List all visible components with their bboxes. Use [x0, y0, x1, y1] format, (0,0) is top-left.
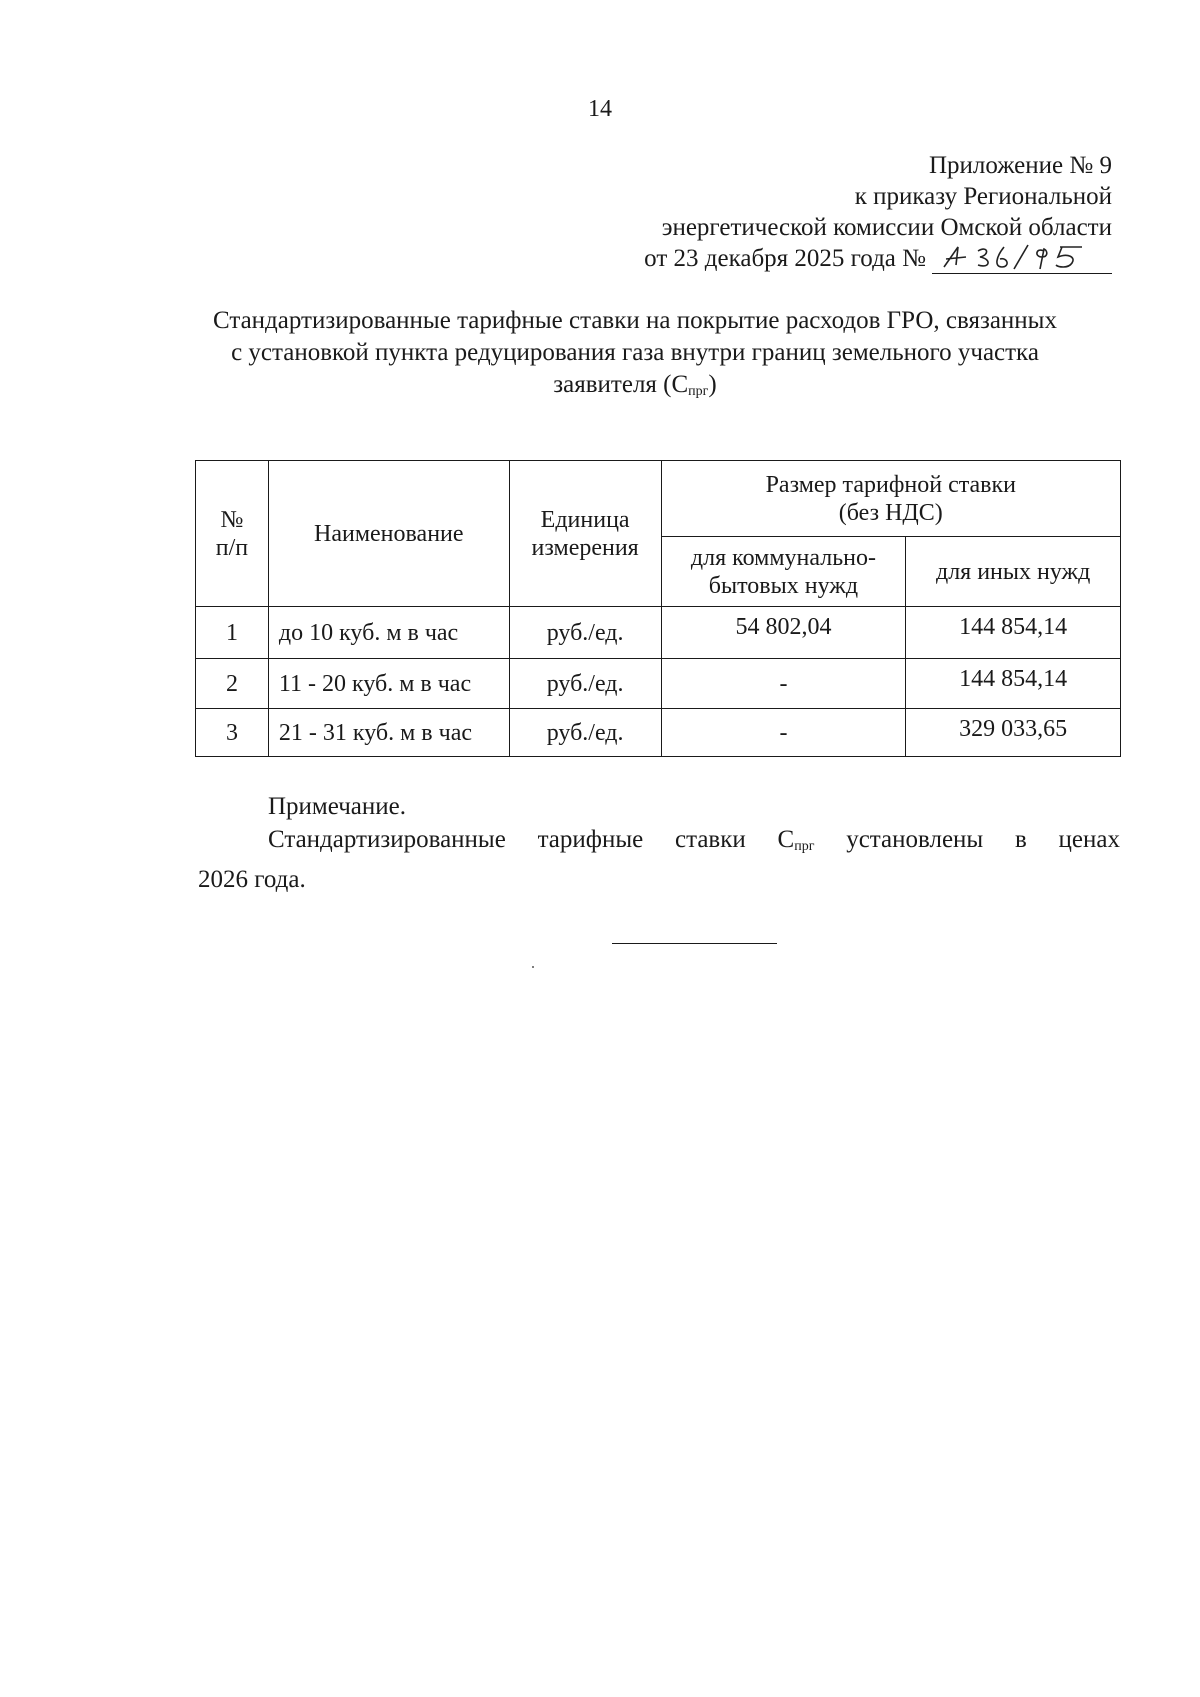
- table-row: [196, 607, 1121, 659]
- row-name: 21 - 31 куб. м в час: [268, 709, 509, 757]
- row-unit: руб./ед.: [509, 659, 661, 709]
- document-title: [150, 305, 1120, 408]
- note-block: [198, 790, 1120, 896]
- title-line-2: с установкой пункта редуцирования газа внутри границ земельного участка: [231, 339, 1039, 366]
- row-other-rate: 144 854,14: [906, 659, 1121, 709]
- row-name: 11 - 20 куб. м в час: [268, 659, 509, 709]
- order-date-text: от 23 декабря 2025 года №: [644, 245, 926, 272]
- row-other-rate: 144 854,14: [906, 607, 1121, 659]
- header-name: Наименование: [268, 461, 509, 607]
- row-communal-rate: -: [661, 659, 906, 709]
- row-other-rate: 329 033,65: [906, 709, 1121, 757]
- annex-header: [644, 150, 1112, 274]
- title-subscript: прг: [688, 384, 709, 399]
- annex-line-4: [644, 243, 1112, 274]
- header-other: для иных нужд: [906, 537, 1121, 607]
- row-communal-rate: 54 802,04: [661, 607, 906, 659]
- header-communal: для коммунально- бытовых нужд: [661, 537, 906, 607]
- table-row: [196, 709, 1121, 757]
- header-rate: Размер тарифной ставки (без НДС): [661, 461, 1120, 537]
- header-unit: Единица измерения: [509, 461, 661, 607]
- handwritten-order-number: [932, 247, 1112, 274]
- row-communal-rate: -: [661, 709, 906, 757]
- title-line-1: Стандартизированные тарифные ставки на покрытие расходов ГРО, связанных: [213, 307, 1057, 334]
- row-name: до 10 куб. м в час: [268, 607, 509, 659]
- row-number: 3: [196, 709, 269, 757]
- row-unit: руб./ед.: [509, 607, 661, 659]
- end-divider: [612, 943, 777, 944]
- title-line-3: [150, 369, 1120, 408]
- handwritten-signature-number: [936, 243, 1106, 273]
- note-text-line-1: Стандартизированные тарифные ставки $С_{прг}$ установлены в ценах: [268, 826, 1120, 854]
- note-subscript: прг: [794, 839, 815, 854]
- header-number: № п/п: [196, 461, 269, 607]
- annex-line-3: энергетической комиссии Омской области: [661, 214, 1112, 241]
- tariff-table: [195, 460, 1121, 757]
- annex-line-1: Приложение № 9: [928, 152, 1112, 179]
- note-text-line-2: 2026 года.: [198, 866, 306, 893]
- title-line-3-text: заявителя (С: [553, 371, 689, 398]
- scan-speck: [532, 966, 534, 968]
- title-line-3-close: ): [708, 371, 717, 398]
- row-number: 1: [196, 607, 269, 659]
- note-heading: Примечание.: [268, 793, 407, 820]
- row-number: 2: [196, 659, 269, 709]
- annex-line-2: к приказу Региональной: [854, 183, 1112, 210]
- table-row: [196, 659, 1121, 709]
- page-number: 14: [588, 96, 612, 122]
- row-unit: руб./ед.: [509, 709, 661, 757]
